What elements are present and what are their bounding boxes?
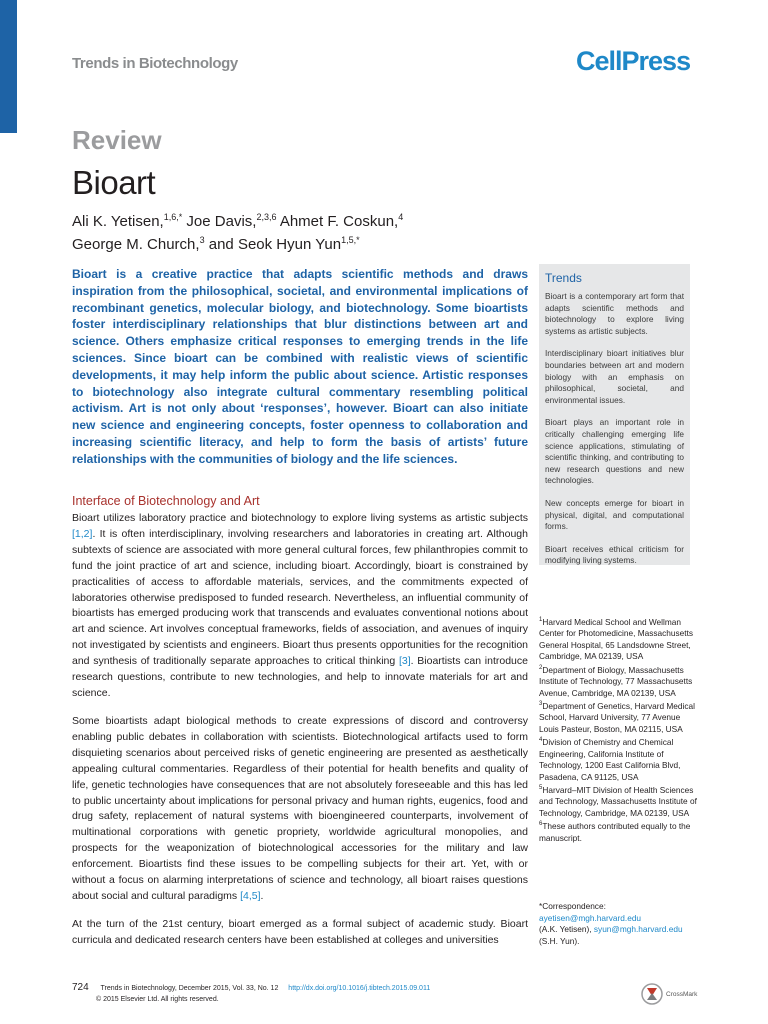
affiliation-marker: 5 [539,785,543,792]
publisher-logo: CellPress [576,46,691,76]
body-paragraph: At the turn of the 21st century, bioart emerged as a formal subject of academic study. Bioart curricula and dedicated research centers have been established at colleges and universities [72,918,528,946]
affiliation-text: Harvard–MIT Division of Health Sciences and Technology, Massachusetts Institute of Technology, Cambridge, MA 02139, USA [539,784,697,818]
affiliation-text: Department of Genetics, Harvard Medical School, Harvard University, 77 Avenue Louis Pasteur, Boston, MA 02115, USA [539,700,695,734]
correspondence-name: (S.H. Yun). [539,935,580,946]
affiliation-item [539,735,699,783]
affiliation-item [539,819,699,844]
abstract: Bioart is a creative practice that adapts scientific methods and draws inspiration from the philosophical, societal, and environmental implications of recombinant genetics, molecular biology, and biotechnology. Some bioartists foster interdisciplinary relationships that blur distinctions between art and science. Others emphasize critical responses to emerging trends in the life sciences. Since bioart can be combined with realistic views of scientific developments, it may help inform the public about science. Artistic responses to biotechnology also integrate cultural commentary resembling political activism. Art is not only about ‘responses’, however. Bioart can also initiate new science and engineering concepts, foster openness to collaboration and increasing scientific literacy, and help to form the basis of artists’ future relationships with the communities of biology and the life sciences. [72,267,528,466]
author-affiliation-marker: 1,5,* [341,235,360,245]
page-footer [72,982,430,993]
body-text-span: Some bioartists adapt biological methods to create expressions of discord and controversy enabling public debates in collaboration with scientists. Biotechnological artifacts used to form disquieting scenarios about perceived risks of genetic engineering are presented as aesthetically appealing cultural commentaries. Regardless of their potential for health benefits and quality of life, genetic technologies have consequences that are not absolutely foreseeable and this has led to public uncertainty about implications for personal privacy and human rights, eugenics, food and drug safety, replacement of natural systems with bioengineered counterparts, involvement of multinational corporations with genetic propriety, worldwide agricultural monopolies, and prospects for the weaponization of biotechnological accessories for the military and law enforcement. Bioartists find these issues to be compelling subjects for their art. Yet, with or without a focus on alarming interpretations of science and technology, all bioart raises questions about social and cultural paradigms [72,715,528,902]
trends-box [539,264,690,565]
affiliation-text: Division of Chemistry and Chemical Engineering, California Institute of Technology, 1200 East California Blvd, Pasadena, CA 91125, USA [539,737,681,782]
trends-item: Interdisciplinary bioart initiatives blur boundaries between art and modern biology with an emphasis on philosophical, societal, and environmental issues. [545,348,684,405]
affiliation-marker: 1 [539,617,543,623]
citation-link[interactable]: [3] [398,655,411,668]
article-type: Review [72,125,162,155]
doi-link[interactable]: http://dx.doi.org/10.1016/j.tibtech.2015.09.011 [288,985,431,992]
journal-name: Trends in Biotechnology [72,55,238,72]
crossmark-icon [641,983,663,1005]
affiliation-item [539,699,699,735]
header-accent-bar [0,0,17,133]
trends-item: Bioart receives ethical criticism for modifying living systems. [545,543,684,566]
crossmark-label: CrossMark [666,990,698,998]
email-link[interactable]: syun@mgh.harvard.edu [593,924,683,934]
citation-text: Trends in Biotechnology, December 2015, Vol. 33, No. 12 [100,985,279,992]
crossmark-badge[interactable] [641,983,697,1005]
body-paragraph [72,511,528,702]
correspondence-name: (A.K. Yetisen), [539,924,592,934]
affiliation-text: Harvard Medical School and Wellman Center for Photomedicine, Massachusetts General Hospital, 65 Landsdowne Street, Cambridge, MA 02139, USA [539,616,694,662]
author-name: Joe Davis, [186,213,257,230]
trends-item: Bioart plays an important role in critically challenging emerging life science applications, stimulating of scientific thinking, and contributing to new research questions and new technologies. [545,417,684,486]
affiliation-marker: 2 [539,664,543,671]
affiliation-marker: 3 [539,701,543,708]
body-paragraph [72,714,528,905]
affiliation-list [539,615,699,844]
affiliation-item [539,783,699,819]
trends-item: New concepts emerge for bioart in physical, digital, and computational forms. [545,497,684,532]
correspondence [539,901,699,947]
author-affiliation-marker: 2,3,6 [256,212,277,222]
affiliation-marker: 6 [539,821,543,828]
correspondence-label: *Correspondence: [539,901,606,911]
body-text-span: . Bioartists can introduce research questions, contribute to new technologies, and help to innovate materials for art and science. [72,655,528,699]
page-number: 724 [72,982,89,993]
email-link[interactable]: ayetisen@mgh.harvard.edu [539,912,642,923]
body-text-span: Bioart utilizes laboratory practice and biotechnology to explore living systems as artistic subjects [72,512,528,524]
author-name: George M. Church, [72,236,200,253]
copyright: © 2015 Elsevier Ltd. All rights reserved. [96,996,219,1003]
trends-heading: Trends [545,271,582,285]
body-text-span: . It is often interdisciplinary, involving researchers and laboratories in creating art. Although subtexts of science are associated with more general cultural forces, few philanthropies commit to fund the joint practice of art and science, including bioart. Accordingly, bioart is constrained by practicalities of access to affordable materials, services, and the commitments expected of laboratories otherwise predisposed to funded research. Nevertheless, an influential community of bioartists has emerged producing work that transcends and evaluates conventional notions about art and science. Art involves conceptual frameworks, fields of association, and avenues of inquiry not investigated by scientists and engineers. Bioart thus presents opportunities for the recognition and synthesis of traditionally separate approaches to critical thinking [72,527,528,668]
citation-link[interactable]: [4,5] [240,889,261,902]
author-affiliation-marker: 1,6,* [163,212,183,222]
author-name: Ahmet F. Coskun, [279,213,399,230]
author-name: Ali K. Yetisen, [72,213,164,230]
affiliation-item [539,615,699,663]
trends-item: Bioart is a contemporary art form that adapts scientific methods and biotechnology to explore living systems as artistic subjects. [545,291,684,336]
affiliation-text: Department of Biology, Massachusetts Institute of Technology, 77 Massachusetts Avenue, Cambridge, MA 02139, USA [539,664,693,698]
body-text-span: . [260,889,264,902]
article-title: Bioart [72,164,156,201]
affiliation-marker: 4 [539,737,543,744]
affiliation-text: These authors contributed equally to the manuscript. [539,821,691,843]
author-affiliation-marker: 4 [398,212,404,222]
section-heading: Interface of Biotechnology and Art [72,494,260,508]
author-name: and Seok Hyun Yun [208,236,342,253]
affiliation-item [539,663,699,699]
author-affiliation-marker: 3 [199,235,205,245]
author-list [72,208,532,254]
citation-link[interactable]: [1,2] [72,527,93,540]
